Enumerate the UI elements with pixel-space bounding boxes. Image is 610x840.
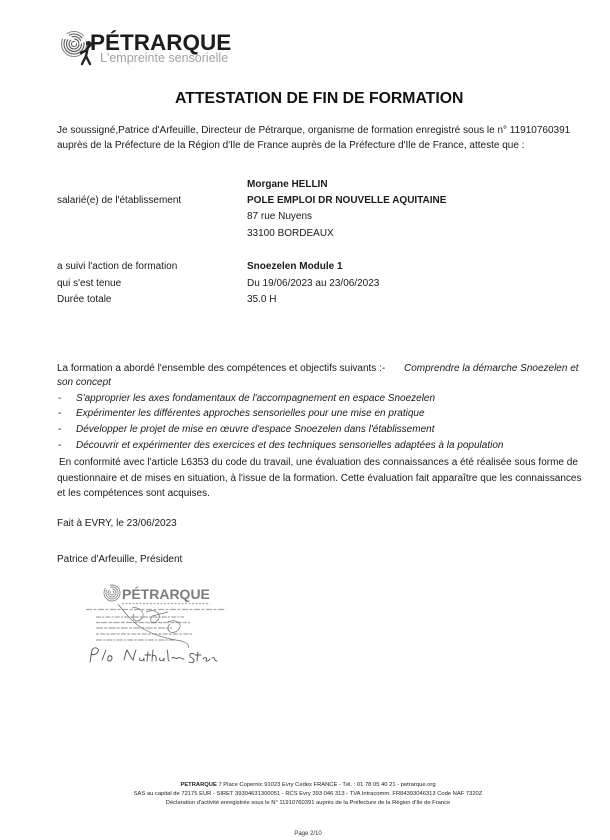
- trainee-name: Morgane HELLIN: [247, 179, 328, 190]
- training-duration-label: Durée totale: [57, 294, 112, 305]
- handwritten-flourish: [118, 604, 188, 648]
- evaluation-line: En conformité avec l'article L6353 du code du travail, une évaluation des connaissances a été réalisée sous forme de: [59, 457, 578, 468]
- objective-first-continued: son concept: [57, 377, 111, 388]
- fingerprint-icon: [104, 585, 120, 601]
- training-dates: Du 19/06/2023 au 23/06/2023: [247, 278, 380, 289]
- address-line: 87 rue Nuyens: [247, 211, 313, 222]
- training-duration: 35.0 H: [247, 294, 277, 305]
- employer-label: salarié(e) de l'établissement: [57, 195, 182, 206]
- page-number: Page 2/10: [294, 831, 322, 837]
- intro-line: Je soussigné,Patrice d'Arfeuille, Directeur de Pétrarque, organisme de formation enregistré sous le n° 11910760391: [57, 125, 571, 136]
- stamp-name: PÉTRARQUE: [122, 586, 210, 602]
- list-bullet: -: [58, 408, 62, 419]
- address-line: 33100 BORDEAUX: [247, 228, 334, 239]
- list-item: Développer le projet de mise en œuvre d'espace Snoezelen dans l'établissement: [76, 424, 435, 435]
- intro-line: auprès de la Préfecture de la Région d'Ile de France auprès de la Préfecture d'Ile de France, atteste que :: [57, 140, 525, 151]
- evaluation-line: et les compétences sont acquises.: [57, 488, 210, 499]
- training-dates-label: qui s'est tenue: [57, 278, 122, 289]
- company-stamp: [72, 578, 232, 666]
- training-action: Snoezelen Module 1: [247, 261, 343, 272]
- list-item: Découvrir et expérimenter des exercices et des techniques sensorielles adaptées à la population: [76, 440, 504, 451]
- list-bullet: -: [58, 440, 62, 451]
- page-title: ATTESTATION DE FIN DE FORMATION: [175, 90, 464, 107]
- place-date: Fait à EVRY, le 23/06/2023: [57, 518, 177, 529]
- footer-declaration: Déclaration d'activité enregistrée sous le N° 11910760391 auprès de la Préfecture de la Région d'Ile de France: [165, 800, 451, 806]
- objectives-intro: La formation a abordé l'ensemble des compétences et objectifs suivants :-: [57, 363, 386, 374]
- logo-tagline: L'empreinte sensorielle: [100, 51, 229, 65]
- objective-first: Comprendre la démarche Snoezelen et: [404, 363, 579, 374]
- signatory: Patrice d'Arfeuille, Président: [57, 554, 183, 565]
- list-item: Expérimenter les différentes approches sensorielles pour une mise en pratique: [76, 408, 425, 419]
- evaluation-line: questionnaire et de mises en situation, à l'issue de la formation. Cette évaluation fait apparaître que les connaissances: [57, 473, 582, 484]
- list-bullet: -: [58, 424, 62, 435]
- list-bullet: -: [58, 393, 62, 404]
- logo-name: PÉTRARQUE: [90, 30, 232, 55]
- footer-company: PETRARQUE: [180, 782, 217, 788]
- signature: [90, 648, 217, 663]
- training-action-label: a suivi l'action de formation: [57, 261, 178, 272]
- footer-legal: SAS au capital de 72175 EUR - SIRET 39304631300051 - RCS Evry 393 046 313 - TVA Intracomm. FR84393046313 Code NAF 7320Z: [133, 791, 483, 797]
- footer-address: [6, 781, 610, 789]
- list-item: S'approprier les axes fondamentaux de l'accompagnement en espace Snoezelen: [76, 393, 436, 404]
- employer-name: POLE EMPLOI DR NOUVELLE AQUITAINE: [247, 195, 447, 206]
- footer-address-text: 7 Place Copernic 91023 Evry Cedex FRANCE - Tél. : 01 78 05 40 21 - petrarque.org: [216, 782, 436, 788]
